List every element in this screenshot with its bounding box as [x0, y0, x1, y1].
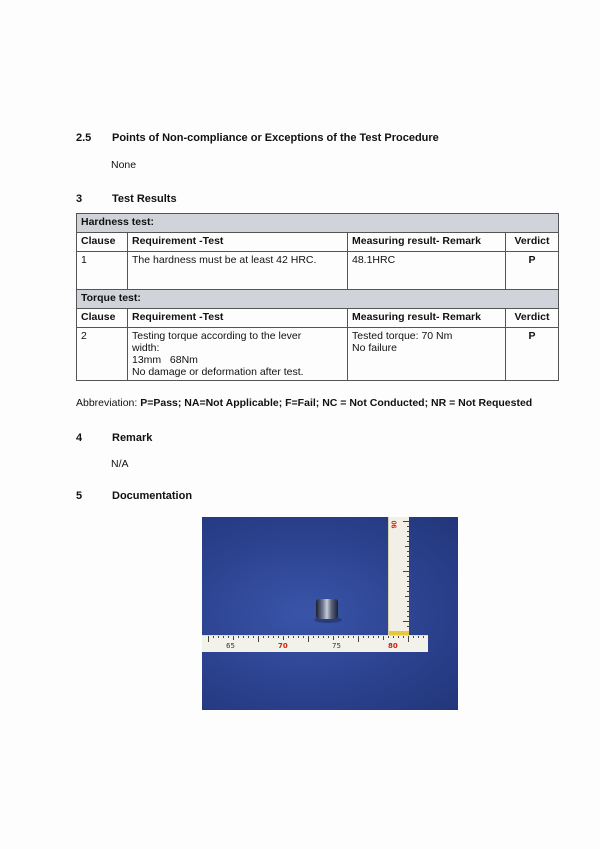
- hardness-group-label: Hardness test:: [77, 214, 559, 233]
- ruler-tick: [288, 636, 289, 638]
- ruler-tick: [418, 636, 419, 638]
- ruler-label: 80: [388, 642, 398, 650]
- ruler-tick: [333, 636, 334, 640]
- table-row: [77, 252, 559, 290]
- ruler-tick: [293, 636, 294, 638]
- verdict-cell: P: [506, 328, 559, 381]
- section-title: Documentation: [112, 490, 193, 502]
- ruler-tick: [243, 636, 244, 638]
- hardness-header-row: [77, 233, 559, 252]
- ruler-tick: [353, 636, 354, 638]
- ruler-tick: [388, 636, 389, 638]
- ruler-tick: [423, 636, 424, 638]
- torque-group-row: [77, 290, 559, 309]
- ruler-tick: [358, 636, 359, 642]
- header-result: Measuring result- Remark: [348, 309, 506, 328]
- horizontal-ruler: [202, 635, 428, 652]
- requirement-line: No damage or deformation after test.: [132, 366, 304, 378]
- ruler-tick: [403, 571, 409, 572]
- ruler-label: 70: [278, 642, 288, 650]
- section-3-heading: [76, 193, 177, 205]
- ruler-tick: [407, 626, 409, 627]
- ruler-tick: [407, 536, 409, 537]
- ruler-tick: [328, 636, 329, 638]
- ruler-tick: [313, 636, 314, 638]
- ruler-tick: [278, 636, 279, 638]
- torque-group-label: Torque test:: [77, 290, 559, 309]
- ruler-tick: [303, 636, 304, 638]
- ruler-tick: [398, 636, 399, 638]
- ruler-tick: [393, 636, 394, 638]
- abbrev-na: NA=Not Applicable;: [184, 397, 283, 409]
- ruler-tick: [407, 551, 409, 552]
- result-line: Tested torque: 70 Nm: [352, 330, 453, 342]
- ruler-label: 65: [226, 642, 235, 650]
- ruler-tick: [213, 636, 214, 638]
- requirement-line: Testing torque according to the lever: [132, 330, 302, 342]
- header-verdict: Verdict: [506, 309, 559, 328]
- ruler-tick: [323, 636, 324, 638]
- test-results-table: [76, 213, 559, 381]
- section-4-text: N/A: [111, 458, 129, 470]
- section-2-5-text: None: [111, 159, 137, 171]
- ruler-tick: [408, 636, 409, 642]
- clause-cell: 1: [77, 252, 128, 290]
- section-title: Test Results: [112, 193, 177, 205]
- ruler-tick: [248, 636, 249, 638]
- requirement-cell: The hardness must be at least 42 HRC.: [128, 252, 348, 290]
- header-requirement: Requirement -Test: [128, 233, 348, 252]
- ruler-tick: [405, 546, 409, 547]
- ruler-tick: [233, 636, 234, 640]
- ruler-tick: [318, 636, 319, 638]
- section-number: 5: [76, 490, 83, 502]
- requirement-line: 13mm 68Nm: [132, 354, 198, 366]
- ruler-tick: [298, 636, 299, 638]
- clause-cell: 2: [77, 328, 128, 381]
- result-cell: [348, 328, 506, 381]
- ruler-tick: [407, 616, 409, 617]
- abbreviation-line: [76, 397, 532, 409]
- ruler-tick: [407, 606, 409, 607]
- abbrev-fail: F=Fail;: [285, 397, 320, 409]
- ruler-tick: [253, 636, 254, 638]
- requirement-cell: [128, 328, 348, 381]
- ruler-tick: [407, 576, 409, 577]
- header-clause: Clause: [77, 233, 128, 252]
- ruler-tick: [218, 636, 219, 638]
- header-result: Measuring result- Remark: [348, 233, 506, 252]
- abbrev-prefix: Abbreviation:: [76, 397, 138, 409]
- header-verdict: Verdict: [506, 233, 559, 252]
- ruler-tick: [343, 636, 344, 638]
- ruler-tick: [268, 636, 269, 638]
- section-4-heading: [76, 432, 152, 444]
- ruler-tick: [428, 636, 429, 638]
- ruler-tick: [403, 621, 409, 622]
- ruler-tick: [363, 636, 364, 638]
- abbrev-pass: P=Pass;: [140, 397, 182, 409]
- header-clause: Clause: [77, 309, 128, 328]
- documentation-photo: [202, 517, 458, 710]
- test-sample: [316, 599, 338, 619]
- ruler-tick: [405, 596, 409, 597]
- ruler-tick: [407, 611, 409, 612]
- section-title: Points of Non-compliance or Exceptions of the Test Procedure: [112, 132, 439, 144]
- vertical-ruler: [388, 517, 409, 645]
- ruler-tick: [273, 636, 274, 638]
- ruler-tick: [338, 636, 339, 638]
- torque-header-row: [77, 309, 559, 328]
- ruler-tick: [407, 591, 409, 592]
- hardness-group-row: [77, 214, 559, 233]
- ruler-tick: [407, 581, 409, 582]
- ruler-tick: [263, 636, 264, 638]
- section-number: 2.5: [76, 132, 92, 144]
- ruler-tick: [258, 636, 259, 642]
- result-cell: 48.1HRC: [348, 252, 506, 290]
- ruler-tick: [228, 636, 229, 638]
- ruler-tick: [407, 586, 409, 587]
- ruler-label: 90: [391, 520, 399, 529]
- ruler-tick: [403, 521, 409, 522]
- section-title: Remark: [112, 432, 153, 444]
- ruler-tick: [407, 531, 409, 532]
- verdict-cell: P: [506, 252, 559, 290]
- section-5-heading: [76, 490, 192, 502]
- ruler-tick: [407, 566, 409, 567]
- ruler-tick: [373, 636, 374, 638]
- ruler-tick: [407, 561, 409, 562]
- abbrev-nc: NC = Not Conducted;: [322, 397, 429, 409]
- abbrev-nr: NR = Not Requested: [431, 397, 533, 409]
- ruler-tick: [283, 636, 284, 640]
- ruler-tick: [208, 636, 209, 642]
- ruler-tick: [348, 636, 349, 638]
- section-2-5-heading: [76, 132, 439, 144]
- requirement-line: width:: [132, 342, 160, 354]
- ruler-tick: [378, 636, 379, 638]
- ruler-tick: [308, 636, 309, 642]
- ruler-tick: [238, 636, 239, 638]
- table-row: [77, 328, 559, 381]
- ruler-tick: [407, 541, 409, 542]
- ruler-tick: [223, 636, 224, 638]
- ruler-tick: [413, 636, 414, 638]
- result-line: No failure: [352, 342, 397, 354]
- section-number: 4: [76, 432, 83, 444]
- ruler-tick: [407, 526, 409, 527]
- ruler-tick: [407, 601, 409, 602]
- ruler-tick: [403, 636, 404, 638]
- ruler-label: 75: [332, 642, 341, 650]
- header-requirement: Requirement -Test: [128, 309, 348, 328]
- ruler-tick: [407, 556, 409, 557]
- section-number: 3: [76, 193, 83, 205]
- ruler-tick: [368, 636, 369, 638]
- ruler-tick: [383, 636, 384, 640]
